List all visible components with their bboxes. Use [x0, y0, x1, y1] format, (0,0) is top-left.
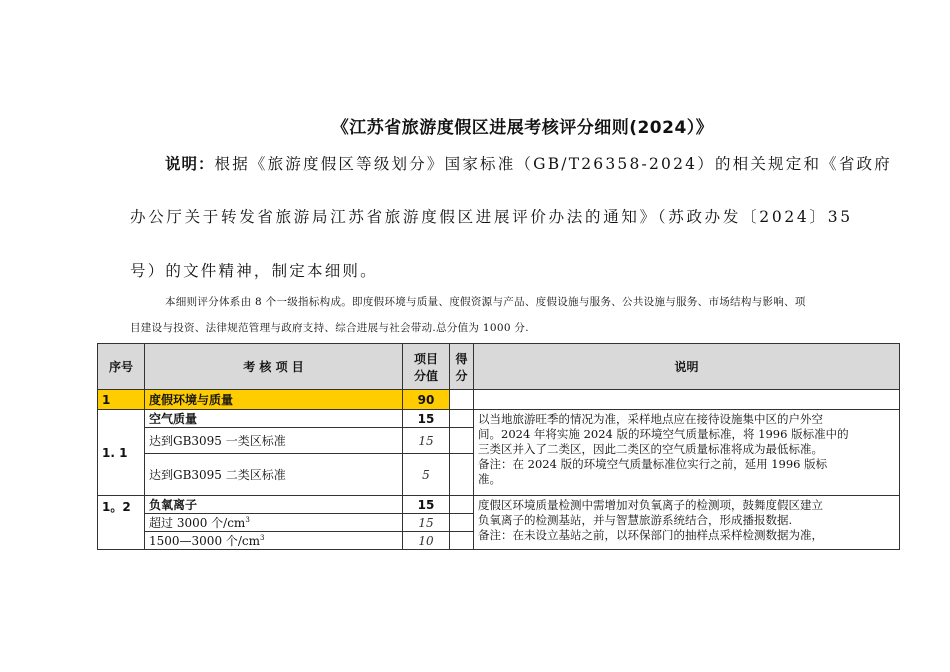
group1-desc-line4: 备注：在 2024 版的环境空气质量标准位实行之前，延用 1996 版标	[478, 457, 828, 471]
group2-desc	[474, 496, 900, 550]
group1-score: 15	[403, 410, 450, 428]
group2-desc-line2: 负氧离子的检测基站，并与智慧旅游系统结合，形成播报数据.	[478, 513, 793, 527]
scoring-note-line1: 本细则评分体系由 8 个一级指标构成。即度假环境与质量、度假资源与产品、度假设施与服务、公共设施与服务、市场结构与影响、项	[165, 296, 806, 308]
group2-sub2-got	[450, 532, 474, 550]
group2-sub1-got	[450, 514, 474, 532]
header-got-line1: 得	[455, 351, 468, 366]
group2-sub2-sup: 3	[260, 534, 265, 542]
group2-item: 负氧离子	[145, 496, 403, 514]
group1-desc-line1: 以当地旅游旺季的情况为准，采样地点应在接待设施集中区的户外空	[478, 412, 823, 426]
group1-got	[450, 410, 474, 428]
group1-desc-line2: 间。2024 年将实施 2024 版的环境空气质量标准，将 1996 版标准中的	[478, 427, 849, 441]
group1-item: 空气质量	[145, 410, 403, 428]
group2-sub2-text: 1500—3000 个/cm	[149, 534, 261, 548]
header-score	[403, 344, 450, 390]
group2-score: 15	[403, 496, 450, 514]
header-score-line2: 分值	[413, 368, 438, 383]
scoring-table	[97, 343, 900, 550]
group1-sub2-item: 达到GB3095 二类区标准	[145, 454, 403, 496]
group2-sub1-text: 超过 3000 个/cm	[149, 516, 246, 530]
group1-sub1-item: 达到GB3095 一类区标准	[145, 428, 403, 454]
group2-seq: 1。2	[98, 496, 145, 550]
group2-desc-line3: 备注：在未设立基站之前，以环保部门的抽样点采样检测数据为准，	[478, 528, 823, 542]
group1-sub2-got	[450, 454, 474, 496]
group1-desc-line3: 三类区并入了二类区，因此二类区的空气质量标准将成为最低标准。	[478, 442, 823, 456]
section-got	[450, 390, 474, 410]
group1-desc	[474, 410, 900, 496]
table-row	[98, 496, 900, 514]
header-seq: 序号	[98, 344, 145, 390]
section-row	[98, 390, 900, 410]
group2-sub2-score: 10	[403, 532, 450, 550]
group2-got	[450, 496, 474, 514]
section-score: 90	[403, 390, 450, 410]
group2-sub2-item	[145, 532, 403, 550]
group2-desc-line1: 度假区环境质量检测中需增加对负氧离子的检测项，鼓舞度假区建立	[478, 498, 823, 512]
group1-sub2-score: 5	[403, 454, 450, 496]
group2-sub1-item	[145, 514, 403, 532]
intro-paragraph-line2: 办公厅关于转发省旅游局江苏省旅游度假区进展评价办法的通知》（苏政办发〔2024〕35	[130, 208, 853, 226]
header-item: 考 核 项 目	[145, 344, 403, 390]
document-title: 《江苏省旅游度假区进展考核评分细则(2024）》	[331, 118, 714, 138]
header-desc: 说明	[474, 344, 900, 390]
intro-lead: 说明：	[165, 155, 215, 173]
table-header-row	[98, 344, 900, 390]
header-score-line1: 项目	[413, 351, 438, 366]
intro-text: 根据《旅游度假区等级划分》国家标准（GB/T26358-2024）的相关规定和《省政府	[214, 155, 892, 173]
intro-paragraph-line1	[165, 152, 892, 174]
group2-sub1-sup: 3	[245, 516, 250, 524]
table-row	[98, 410, 900, 428]
intro-paragraph-line3: 号）的文件精神，制定本细则。	[130, 262, 378, 280]
section-desc	[474, 390, 900, 410]
section-item: 度假环境与质量	[145, 390, 403, 410]
group1-sub1-score: 15	[403, 428, 450, 454]
group2-sub1-score: 15	[403, 514, 450, 532]
group1-seq: 1. 1	[98, 410, 145, 496]
group1-desc-line5: 准。	[478, 472, 501, 486]
group1-sub1-got	[450, 428, 474, 454]
header-got-line2: 分	[455, 368, 468, 383]
section-seq: 1	[98, 390, 145, 410]
header-got	[450, 344, 474, 390]
scoring-note-line2: 目建设与投资、法律规范管理与政府支持、综合进展与社会带动.总分值为 1000 分.	[130, 322, 529, 334]
